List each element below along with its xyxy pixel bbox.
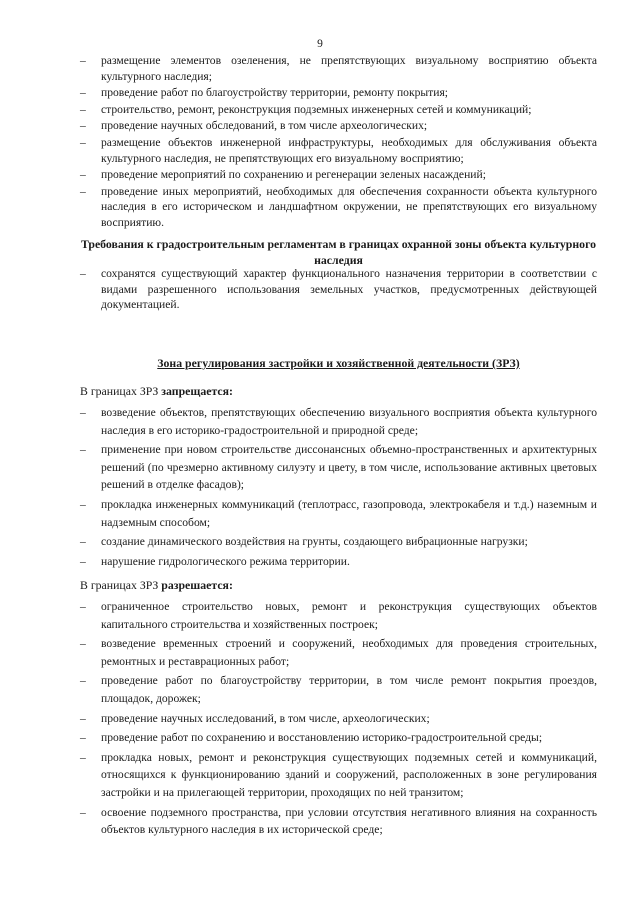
forbidden-list bbox=[80, 404, 597, 572]
list-item: – применение при новом строительстве диссонансных объемно-пространственных и архитектурных решений (по чрезмерно активному силуэту и цвету, в том числе, использование активных цветовых решений в отделке фасадов); bbox=[80, 441, 597, 494]
list-item: – возведение объектов, препятствующих обеспечению визуального восприятия объекта культурного наследия в его историко-градостроительной и природной среде; bbox=[80, 404, 597, 439]
list-item: – сохранятся существующий характер функционального назначения территории в соответствии с видами разрешенного использования земельных участков, предусмотренных действующей документацией. bbox=[80, 266, 597, 313]
list-item: – освоение подземного пространства, при условии отсутствия негативного влияния на сохранность объектов культурного наследия в их исторической среде; bbox=[80, 804, 597, 839]
list-item: – возведение временных строений и сооружений, необходимых для проведения строительных, ремонтных и реставрационных работ; bbox=[80, 635, 597, 670]
list-item: – проведение научных исследований, в том числе, археологических; bbox=[80, 710, 597, 728]
protection-zone-list bbox=[80, 266, 597, 314]
list-item: – размещение элементов озеленения, не препятствующих визуальному восприятию объекта культурного наследия; bbox=[80, 53, 597, 84]
list-item: – прокладка инженерных коммуникаций (теплотрасс, газопровода, электрокабеля и т.д.) наземным и надземным способом; bbox=[80, 496, 597, 531]
list-item: – проведение мероприятий по сохранению и регенерации зеленых насаждений; bbox=[80, 167, 597, 183]
list-item: – прокладка новых, ремонт и реконструкция существующих подземных сетей и коммуникаций, относящихся к функционированию зданий и сооружений, расположенных в зоне регулирования застройки и на прилегающей территории, проходящих по ней транзитом; bbox=[80, 749, 597, 802]
list-item: – размещение объектов инженерной инфраструктуры, необходимых для обслуживания объекта культурного наследия, не препятствующих его визуальному восприятию; bbox=[80, 135, 597, 166]
allowed-keyword: разрешается: bbox=[161, 578, 233, 592]
list-item: – проведение работ по сохранению и восстановлению историко-градостроительной среды; bbox=[80, 729, 597, 747]
list-item: – создание динамического воздействия на грунты, создающего вибрационные нагрузки; bbox=[80, 533, 597, 551]
list-item: – строительство, ремонт, реконструкция подземных инженерных сетей и коммуникаций; bbox=[80, 102, 597, 118]
forbidden-keyword: запрещается: bbox=[161, 384, 233, 398]
forbidden-prefix: В границах ЗРЗ bbox=[80, 384, 162, 398]
allowed-prefix: В границах ЗРЗ bbox=[80, 578, 162, 592]
allowed-intro bbox=[80, 577, 597, 593]
allowed-list bbox=[80, 598, 597, 841]
list-item: – ограниченное строительство новых, ремонт и реконструкция существующих объектов капитального строительства и хозяйственных построек; bbox=[80, 598, 597, 633]
zrz-section-heading: Зона регулирования застройки и хозяйственной деятельности (ЗРЗ) bbox=[157, 356, 520, 370]
list-item: – проведение научных обследований, в том числе археологических; bbox=[80, 118, 597, 134]
forbidden-intro bbox=[80, 383, 597, 399]
allowed-works-list bbox=[80, 53, 597, 232]
list-item: – проведение иных мероприятий, необходимых для обеспечения сохранности объекта культурного наследия в его историческом и ландшафтном окружении, не препятствующих его визуальному восприятию. bbox=[80, 184, 597, 231]
list-item: – проведение работ по благоустройству территории, в том числе ремонт покрытия проездов, площадок, дорожек; bbox=[80, 672, 597, 707]
protection-zone-heading: Требования к градостроительным регламентам в границах охранной зоны объекта культурного наследия bbox=[80, 237, 597, 267]
page-number: 9 bbox=[317, 38, 323, 50]
list-item: – проведение работ по благоустройству территории, ремонту покрытия; bbox=[80, 85, 597, 101]
list-item: – нарушение гидрологического режима территории. bbox=[80, 553, 597, 571]
